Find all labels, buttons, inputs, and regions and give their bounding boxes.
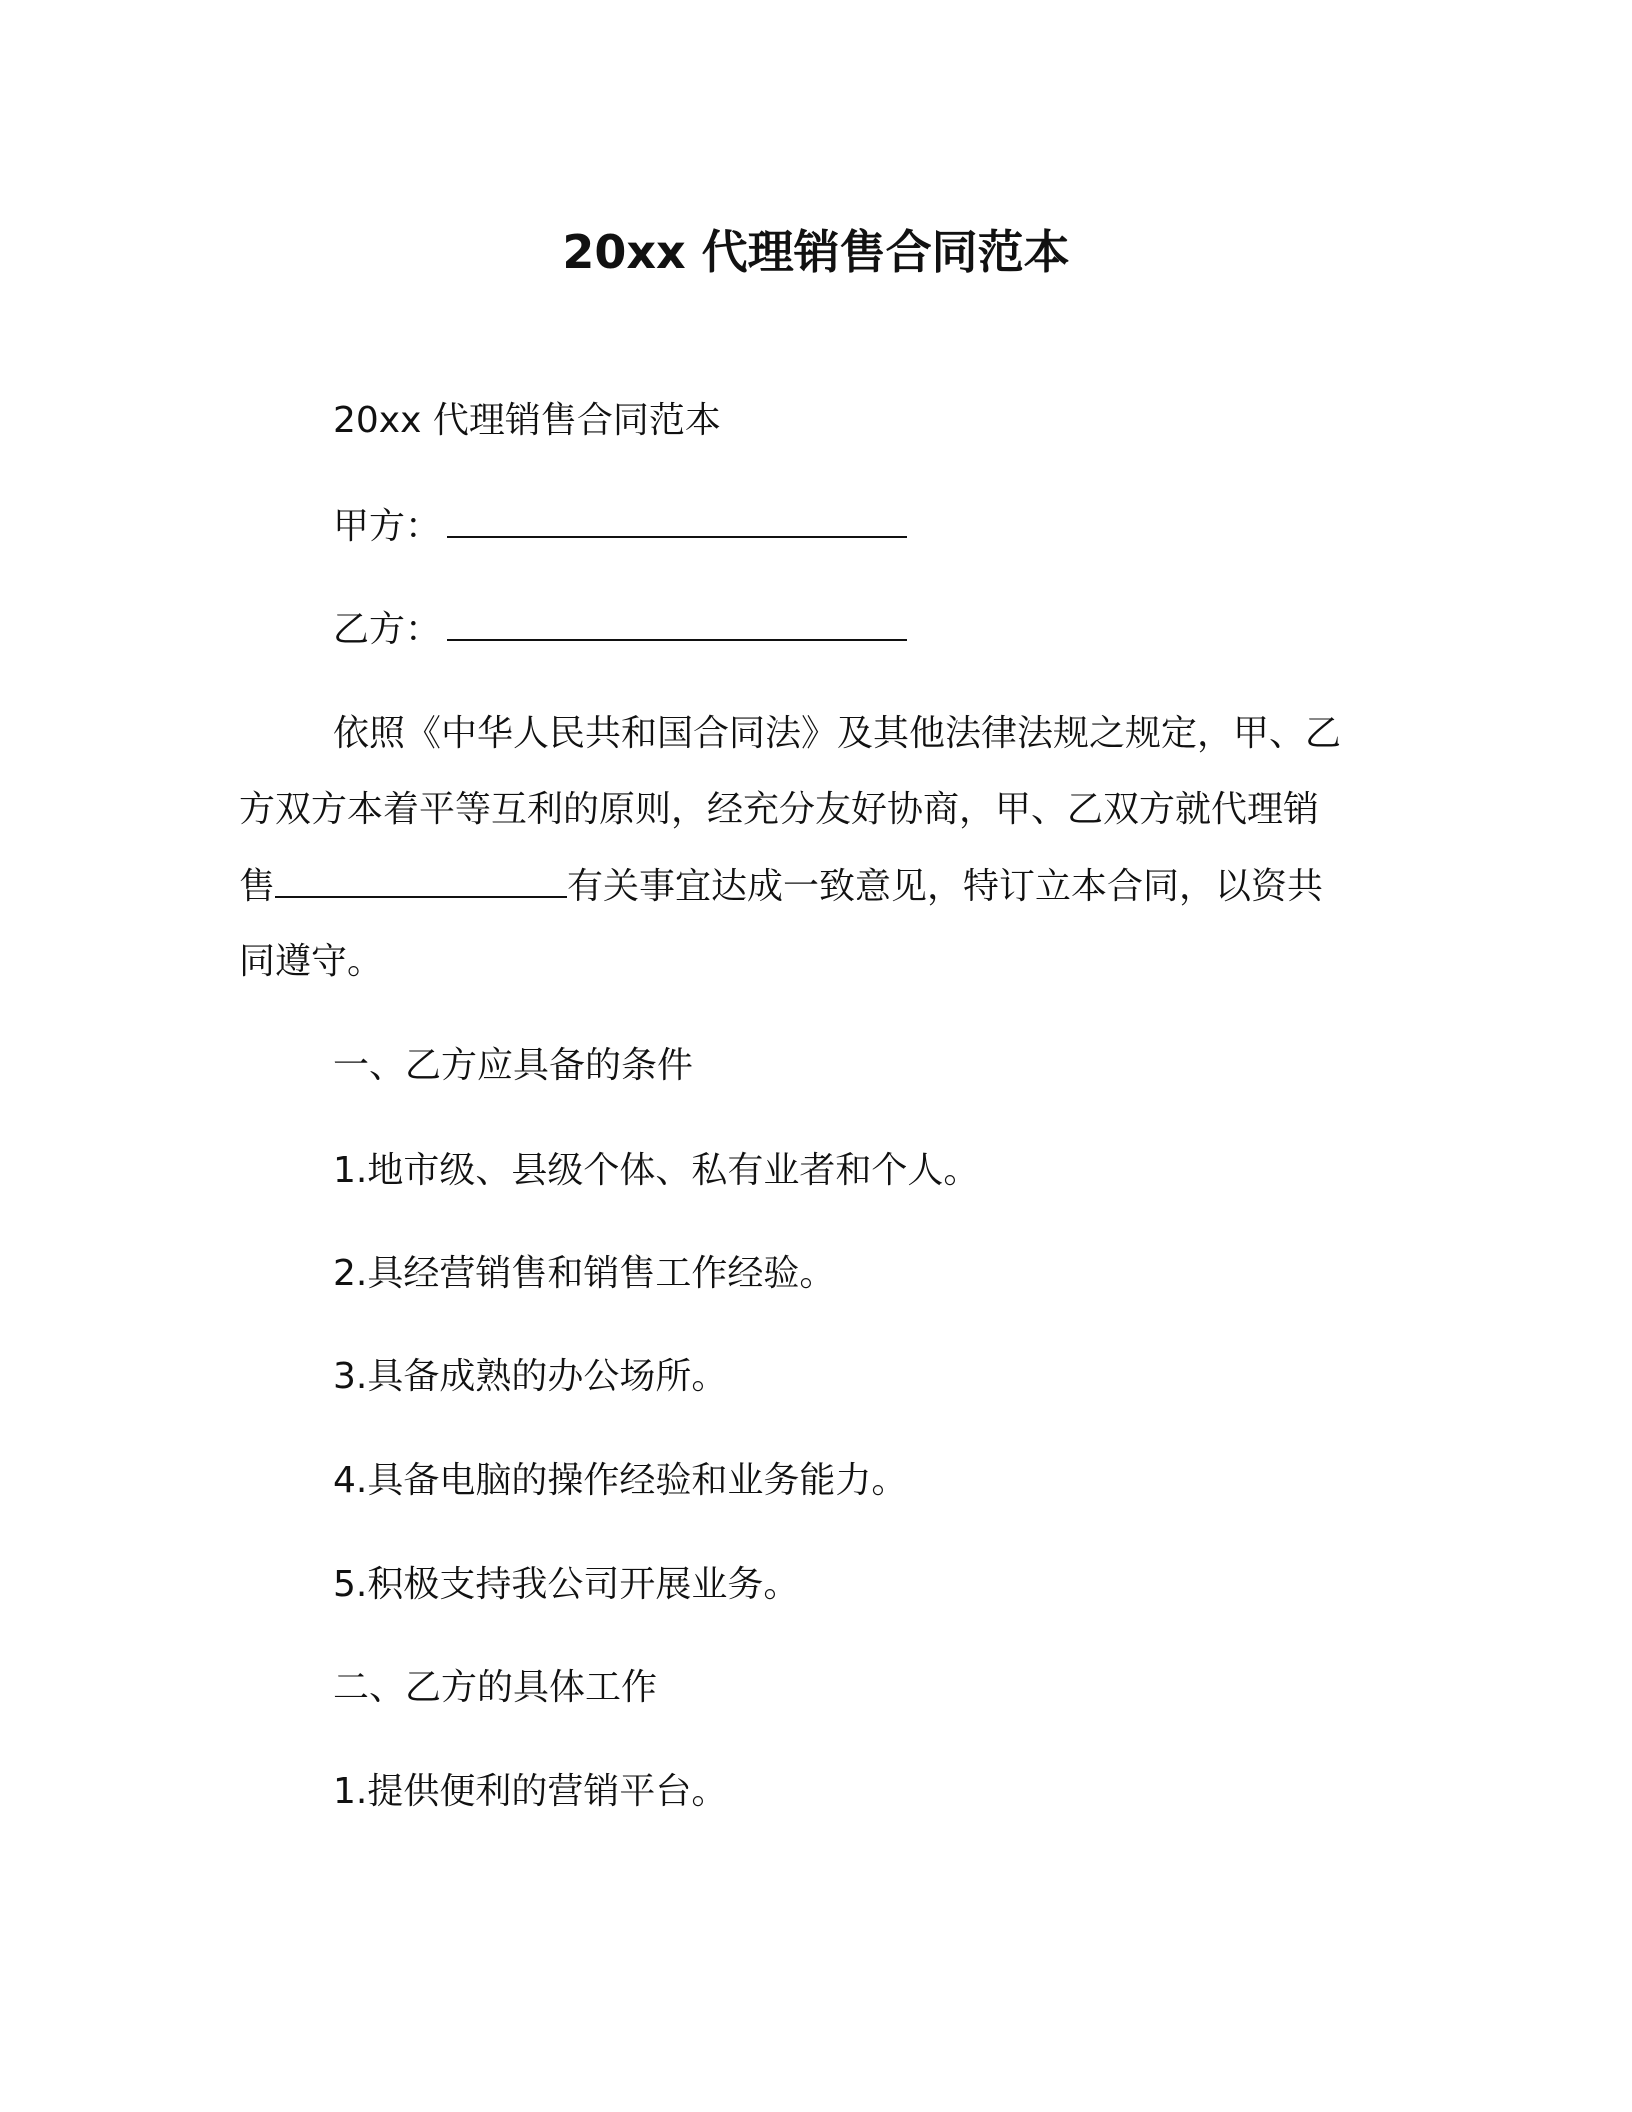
intro-line-3-start: 售 [239,866,276,907]
document-subtitle: 20xx 代理销售合同范本 [333,400,721,441]
intro-line-3 [239,862,1323,911]
section-1-item: 1.地市级、县级个体、私有业者和个人。 [333,1150,980,1191]
intro-line-2: 方双方本着平等互利的原则，经充分友好协商，甲、乙双方就代理销 [239,789,1320,830]
intro-line-3-end: 有关事宜达成一致意见，特订立本合同，以资共 [567,866,1324,907]
party-b-label: 乙方： [333,609,442,650]
section-1-item: 5.积极支持我公司开展业务。 [333,1564,800,1605]
party-a-blank [447,502,907,538]
intro-line-1: 依照《中华人民共和国合同法》及其他法律法规之规定，甲、乙 [333,713,1342,754]
party-a-label: 甲方： [333,506,442,547]
party-a-line [333,502,907,551]
section-1-heading: 一、乙方应具备的条件 [333,1045,694,1086]
section-2-heading: 二、乙方的具体工作 [333,1667,658,1708]
section-1-item: 3.具备成熟的办公场所。 [333,1356,728,1397]
intro-line-4: 同遵守。 [239,941,384,982]
section-2-item: 1.提供便利的营销平台。 [333,1771,728,1812]
section-1-item: 2.具经营销售和销售工作经验。 [333,1253,836,1294]
party-b-line [333,605,907,654]
party-b-blank [447,605,907,641]
document-title: 20xx 代理销售合同范本 [562,225,1070,279]
section-1-item: 4.具备电脑的操作经验和业务能力。 [333,1460,908,1501]
goods-blank [275,862,567,898]
